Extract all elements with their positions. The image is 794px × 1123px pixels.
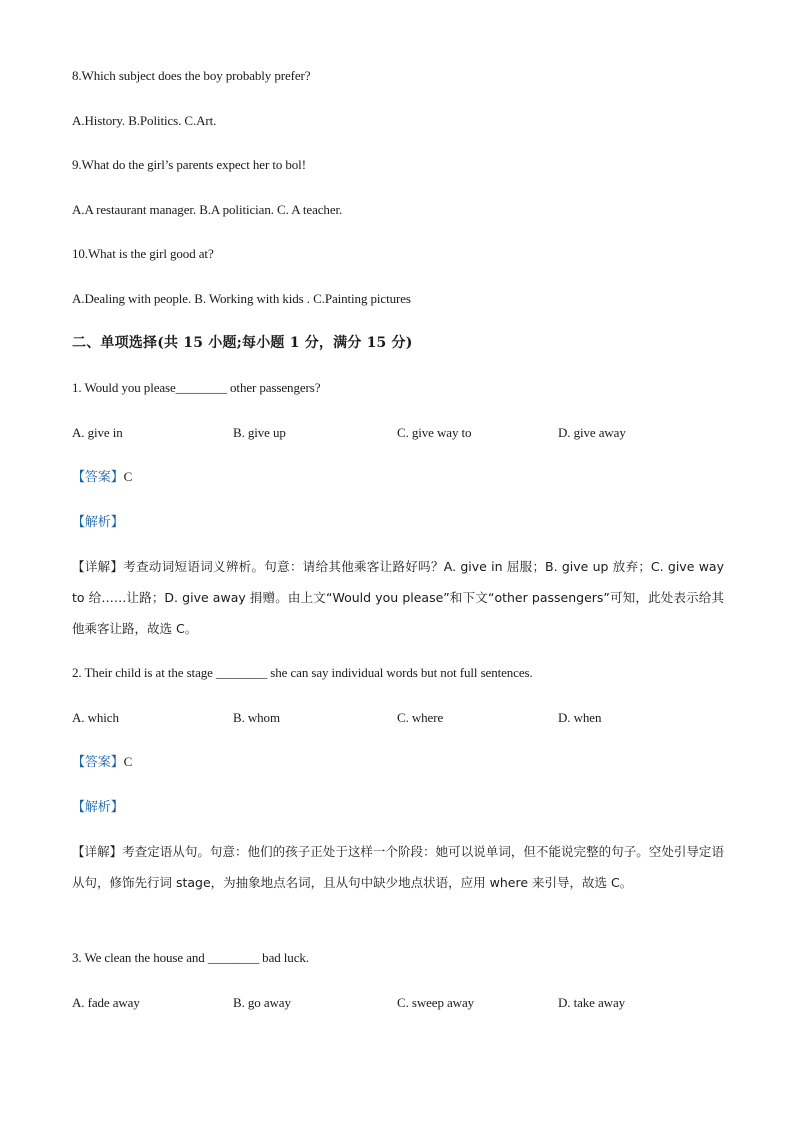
q1-detail-label: 【详解】 (72, 559, 124, 574)
q1-option-b: B. give up (233, 425, 286, 440)
q2-analysis (72, 799, 124, 816)
q3-option-d: D. take away (558, 995, 626, 1010)
q10-options: A.Dealing with people. B. Working with kids . C.Painting pictures (72, 291, 411, 306)
q2-detail-text: 考查定语从句。句意：他们的孩子正处于这样一个阶段：她可以说单词，但不能说完整的句子。空处引导定语从句，修饰先行词 stage，为抽象地点名词，且从句中缺少地点状语，应用 where 来引导，故选 C。 (72, 844, 724, 890)
q1-answer (72, 469, 132, 486)
q3-option-a: A. fade away (72, 995, 140, 1010)
q10-question: 10.What is the girl good at? (72, 246, 214, 261)
q1-detail (72, 551, 724, 644)
q2-stem: 2. Their child is at the stage ________ she can say individual words but not full sentences. (72, 665, 533, 680)
q1-answer-value: C (123, 469, 133, 484)
q1-detail-text: 考查动词短语词义辨析。句意：请给其他乘客让路好吗？A. give in 屈服；B. give up 放弃；C. give way to 给……让路；D. give away 捐赠。由上文“Would you please”和下文“other passengers”可知，此处表示给其他乘客让路，故选 C。 (72, 559, 724, 636)
q2-option-a: A. which (72, 710, 119, 725)
q8-question: 8.Which subject does the boy probably prefer? (72, 68, 311, 83)
q3-option-b: B. go away (233, 995, 291, 1010)
q1-stem: 1. Would you please________ other passengers? (72, 380, 321, 395)
q2-option-d: D. when (558, 710, 602, 725)
q9-question: 9.What do the girl’s parents expect her to bol! (72, 157, 306, 172)
q2-option-c: C. where (397, 710, 444, 725)
q1-option-a: A. give in (72, 425, 123, 440)
q2-answer-value: C (123, 754, 133, 769)
q9-options: A.A restaurant manager. B.A politician. C. A teacher. (72, 202, 343, 217)
q1-analysis (72, 514, 124, 531)
section-title: 二、单项选择(共 15 小题;每小题 1 分，满分 15 分) (72, 335, 413, 351)
q1-answer-label: 【答案】 (72, 470, 124, 485)
q2-answer (72, 754, 132, 771)
q2-detail-label: 【详解】 (72, 844, 123, 859)
q2-analysis-label: 【解析】 (72, 800, 124, 815)
document-page (72, 0, 722, 1123)
q2-option-b: B. whom (233, 710, 280, 725)
q2-detail (72, 836, 724, 898)
q3-stem: 3. We clean the house and ________ bad luck. (72, 950, 309, 965)
q1-option-d: D. give away (558, 425, 626, 440)
q8-options: A.History. B.Politics. C.Art. (72, 113, 217, 128)
q1-analysis-label: 【解析】 (72, 515, 124, 530)
q1-option-c: C. give way to (397, 425, 472, 440)
q2-answer-label: 【答案】 (72, 755, 124, 770)
q3-option-c: C. sweep away (397, 995, 475, 1010)
